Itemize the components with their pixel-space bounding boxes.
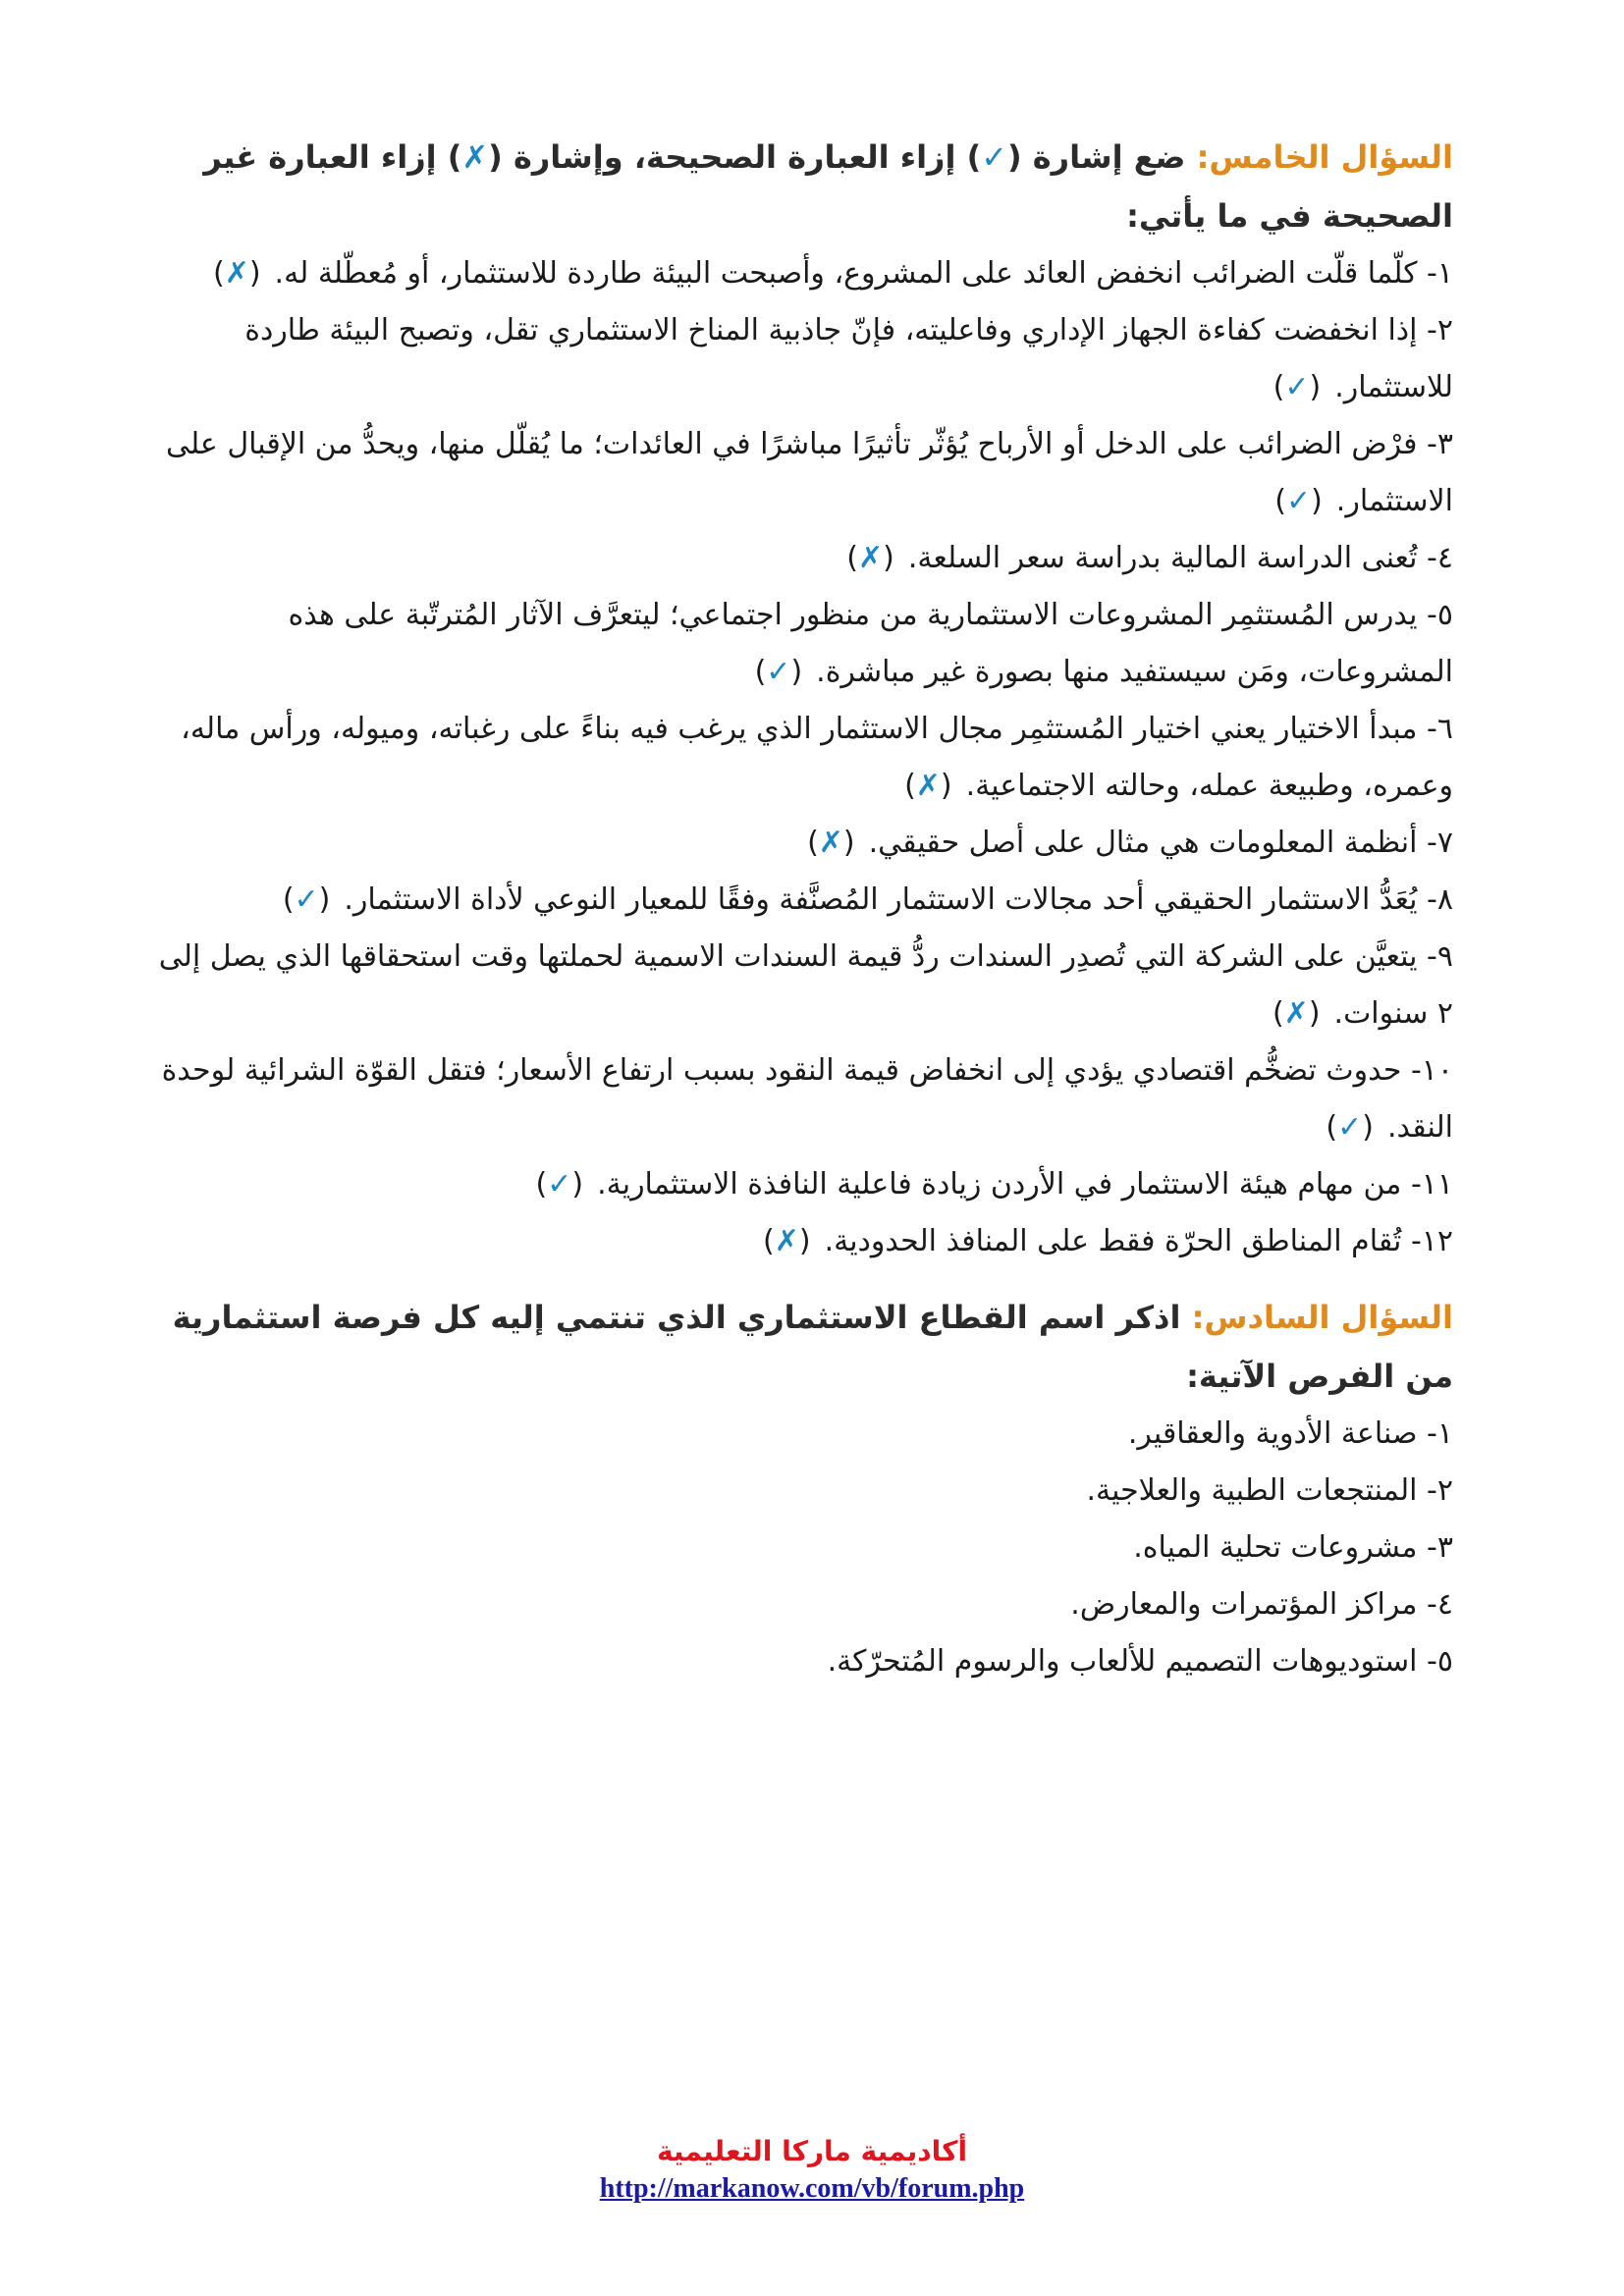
- answer-mark: (✓): [282, 882, 331, 917]
- answer-mark: (✓): [1326, 1110, 1374, 1145]
- item-text: فرْض الضرائب على الدخل أو الأرباح يُؤثّر تأثيرًا مباشرًا في العائدات؛ ما يُقلّل منها، ويحدُّ من الإقبال على الاستثمار.: [166, 427, 1453, 518]
- answer-mark-icon: ✓: [1285, 484, 1312, 518]
- list-item: [157, 815, 1453, 872]
- cross-mark-icon: ✗: [461, 138, 489, 176]
- item-text: كلّما قلّت الضرائب انخفض العائد على المشروع، وأصبحت البيئة طاردة للاستثمار، أو مُعطّلة له.: [274, 256, 1418, 291]
- question-5-title: السؤال الخامس:: [1196, 138, 1453, 176]
- answer-mark: (✓): [754, 655, 803, 689]
- item-number: ٥-: [1427, 1644, 1453, 1679]
- item-number: ٣-: [1427, 1530, 1453, 1565]
- item-number: ٢-: [1427, 313, 1453, 347]
- item-number: ٥-: [1427, 598, 1453, 632]
- answer-mark: (✓): [1274, 484, 1323, 518]
- list-item: [157, 929, 1453, 1042]
- list-item: [157, 1633, 1453, 1690]
- item-number: ١٠-: [1410, 1053, 1453, 1088]
- question-5-text-c: ) إزاء العبارة غير الصحيحة في ما يأتي:: [203, 138, 1453, 235]
- item-number: ١١-: [1410, 1167, 1453, 1201]
- item-text: تُقام المناطق الحرّة فقط على المنافذ الحدودية.: [824, 1224, 1402, 1258]
- answer-mark-icon: ✓: [294, 882, 319, 917]
- answer-mark: (✗): [807, 826, 855, 860]
- list-item: [157, 872, 1453, 929]
- item-number: ٢-: [1427, 1473, 1453, 1508]
- answer-mark: (✗): [1272, 996, 1321, 1031]
- answer-mark-icon: ✗: [774, 1224, 799, 1258]
- item-text: أنظمة المعلومات هي مثال على أصل حقيقي.: [868, 826, 1418, 860]
- item-text: صناعة الأدوية والعقاقير.: [1127, 1416, 1418, 1451]
- list-item: [157, 245, 1453, 302]
- item-number: ٤-: [1427, 1587, 1453, 1622]
- answer-mark-icon: ✓: [1284, 370, 1310, 404]
- answer-mark-icon: ✗: [224, 256, 249, 291]
- answer-mark: (✗): [212, 256, 261, 291]
- item-text: إذا انخفضت كفاءة الجهاز الإداري وفاعليته، فإنّ جاذبية المناخ الاستثماري تقل، وتصبح البيئة طاردة للاستثمار.: [244, 313, 1453, 404]
- answer-mark-icon: ✓: [1337, 1110, 1363, 1145]
- list-item: [157, 587, 1453, 701]
- item-text: يتعيَّن على الشركة التي تُصدِر السندات ردُّ قيمة السندات الاسمية لحملتها وقت استحقاقها الذي يصل إلى ٢ سنوات.: [158, 939, 1453, 1031]
- list-item: [157, 1463, 1453, 1520]
- item-number: ١-: [1427, 256, 1453, 291]
- list-item: [157, 1042, 1453, 1156]
- academy-name: أكاديمية ماركا التعليمية: [656, 2135, 968, 2167]
- item-text: من مهام هيئة الاستثمار في الأردن زيادة فاعلية النافذة الاستثمارية.: [597, 1167, 1402, 1201]
- answer-mark: (✗): [846, 541, 894, 575]
- question-6-heading: [157, 1288, 1453, 1406]
- check-mark-icon: ✓: [981, 138, 1008, 176]
- item-text: مراكز المؤتمرات والمعارض.: [1070, 1587, 1418, 1622]
- item-number: ٣-: [1427, 427, 1453, 461]
- question-5-list: [157, 245, 1453, 1270]
- answer-mark: (✓): [535, 1167, 584, 1201]
- question-6-list: [157, 1406, 1453, 1690]
- item-text: يدرس المُستثمِر المشروعات الاستثمارية من منظور اجتماعي؛ ليتعرَّف الآثار المُترتّبة على هذه المشروعات، ومَن سيستفيد منها بصورة غير مباشرة.: [288, 598, 1453, 689]
- item-number: ١-: [1427, 1416, 1453, 1451]
- item-text: مشروعات تحلية المياه.: [1133, 1530, 1418, 1565]
- item-number: ٤-: [1427, 541, 1453, 575]
- answer-mark: (✗): [763, 1224, 811, 1258]
- page-footer: [0, 2130, 1624, 2205]
- answer-mark: (✓): [1272, 370, 1322, 404]
- list-item: [157, 1406, 1453, 1463]
- answer-mark-icon: ✗: [858, 541, 884, 575]
- question-6-text: اذكر اسم القطاع الاستثماري الذي تنتمي إليه كل فرصة استثمارية من الفرص الآتية:: [172, 1299, 1453, 1395]
- question-5-text-b: ) إزاء العبارة الصحيحة، وإشارة (: [488, 138, 982, 176]
- item-number: ٦-: [1427, 712, 1453, 746]
- answer-mark-icon: ✓: [766, 655, 791, 689]
- answer-mark-icon: ✗: [1283, 996, 1309, 1031]
- answer-mark-icon: ✗: [818, 826, 843, 860]
- list-item: [157, 416, 1453, 530]
- list-item: [157, 530, 1453, 587]
- item-text: المنتجعات الطبية والعلاجية.: [1086, 1473, 1418, 1508]
- item-text: استوديوهات التصميم للألعاب والرسوم المُتحرّكة.: [827, 1644, 1418, 1679]
- list-item: [157, 701, 1453, 815]
- item-number: ١٢-: [1410, 1224, 1453, 1258]
- item-number: ٨-: [1427, 882, 1453, 917]
- item-text: مبدأ الاختيار يعني اختيار المُستثمِر مجال الاستثمار الذي يرغب فيه بناءً على رغباته، وميوله، ورأس ماله، وعمره، وطبيعة عمله، وحالته الاجتماعية.: [181, 712, 1453, 803]
- item-text: يُعَدُّ الاستثمار الحقيقي أحد مجالات الاستثمار المُصنَّفة وفقًا للمعيار النوعي لأداة الاستثمار.: [344, 882, 1418, 917]
- answer-mark: (✗): [904, 769, 952, 803]
- list-item: [157, 302, 1453, 416]
- item-text: حدوث تضخُّم اقتصادي يؤدي إلى انخفاض قيمة النقود بسبب ارتفاع الأسعار؛ فتقل القوّة الشرائية لوحدة النقد.: [161, 1053, 1453, 1145]
- answer-mark-icon: ✗: [915, 769, 941, 803]
- item-number: ٧-: [1427, 826, 1453, 860]
- list-item: [157, 1156, 1453, 1213]
- forum-link[interactable]: http://markanow.com/vb/forum.php: [599, 2173, 1025, 2204]
- question-5-text-a: ضع إشارة (: [1007, 138, 1197, 176]
- question-5-heading: [157, 128, 1453, 245]
- answer-mark-icon: ✓: [547, 1167, 572, 1201]
- list-item: [157, 1213, 1453, 1270]
- question-6-title: السؤال السادس:: [1191, 1299, 1453, 1336]
- list-item: [157, 1520, 1453, 1576]
- page-content: [157, 128, 1453, 1690]
- item-text: تُعنى الدراسة المالية بدراسة سعر السلعة.: [907, 541, 1418, 575]
- item-number: ٩-: [1427, 939, 1453, 974]
- list-item: [157, 1576, 1453, 1633]
